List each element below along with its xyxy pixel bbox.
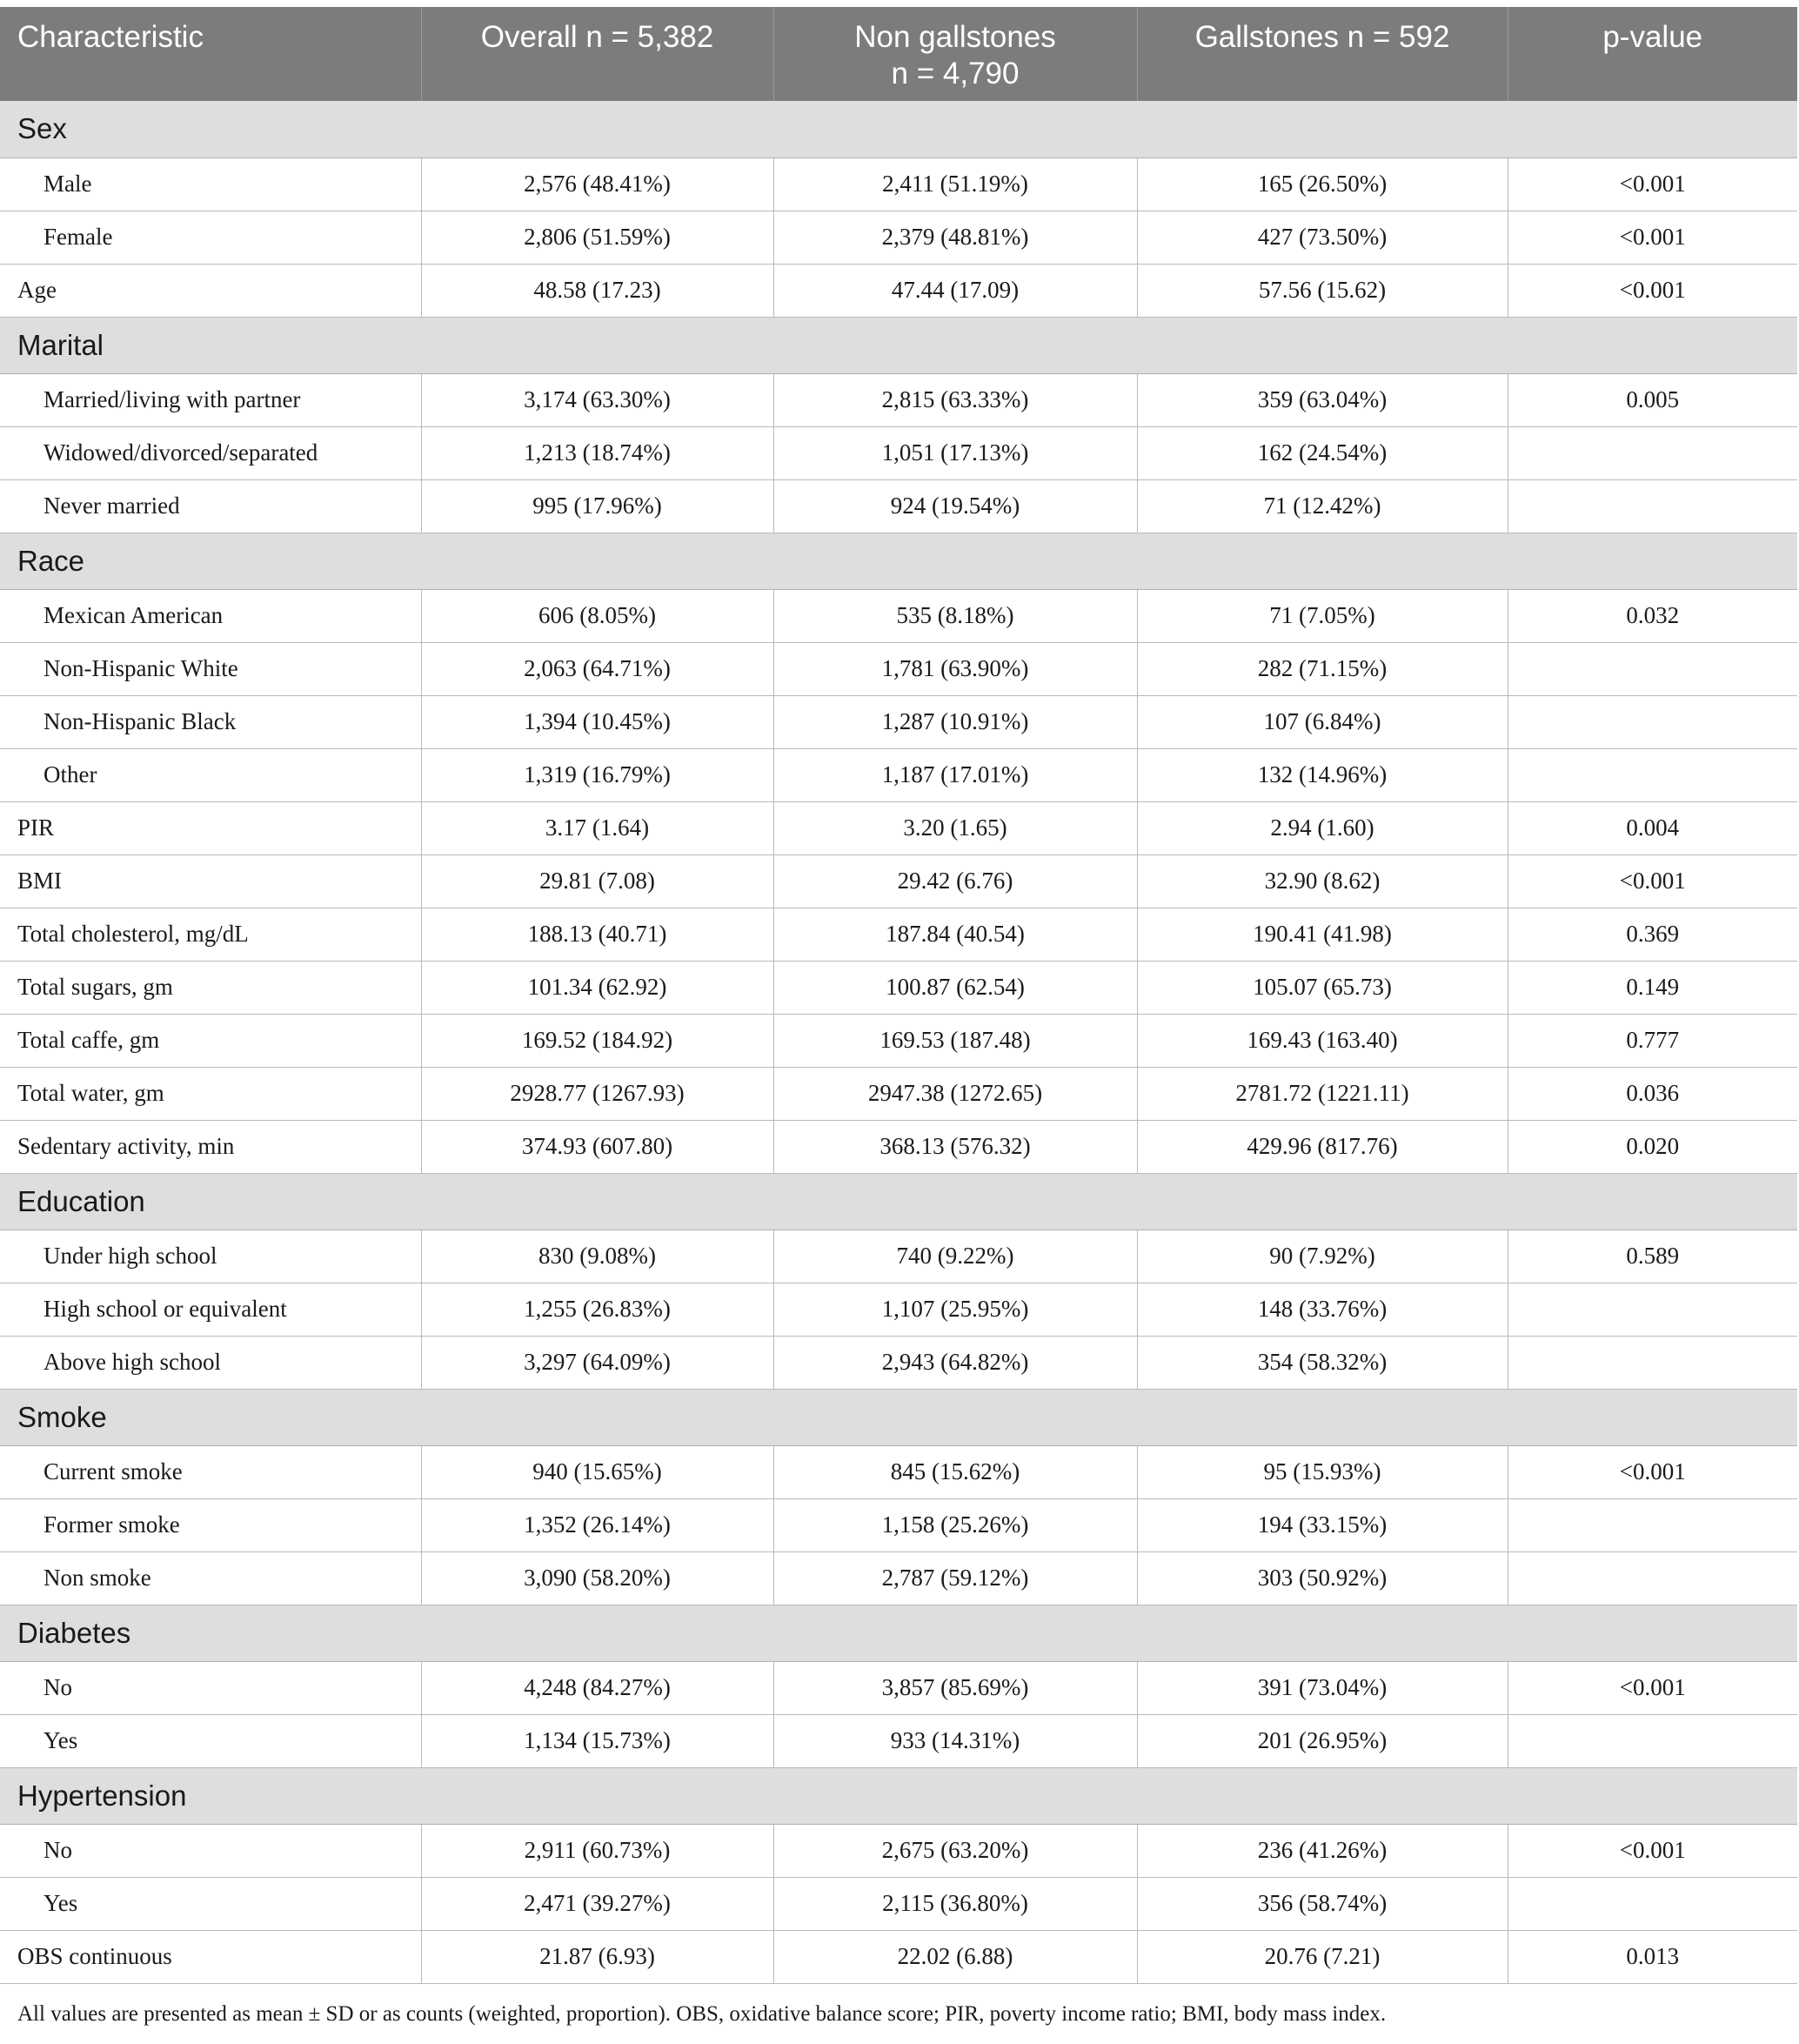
gallstones-cell: 165 (26.50%) xyxy=(1137,157,1508,211)
characteristic-label: BMI xyxy=(0,854,421,908)
non-gallstones-cell: 535 (8.18%) xyxy=(773,589,1137,642)
characteristic-label: PIR xyxy=(0,801,421,854)
overall-cell: 21.87 (6.93) xyxy=(421,1930,773,1983)
p-value-cell xyxy=(1508,1551,1797,1605)
gallstones-cell: 359 (63.04%) xyxy=(1137,373,1508,426)
gallstones-cell: 2.94 (1.60) xyxy=(1137,801,1508,854)
non-gallstones-cell: 187.84 (40.54) xyxy=(773,908,1137,961)
header-non-gallstones xyxy=(773,7,1137,101)
p-value-cell: 0.369 xyxy=(1508,908,1797,961)
characteristic-label: Total sugars, gm xyxy=(0,961,421,1014)
section-label: Marital xyxy=(0,317,1797,373)
non-gallstones-cell: 3.20 (1.65) xyxy=(773,801,1137,854)
p-value-cell xyxy=(1508,1714,1797,1767)
characteristic-label: Widowed/divorced/separated xyxy=(0,426,421,479)
p-value-cell: 0.005 xyxy=(1508,373,1797,426)
p-value-cell: <0.001 xyxy=(1508,211,1797,264)
overall-cell: 101.34 (62.92) xyxy=(421,961,773,1014)
overall-cell: 3.17 (1.64) xyxy=(421,801,773,854)
characteristic-label: OBS continuous xyxy=(0,1930,421,1983)
header-overall xyxy=(421,7,773,101)
section-label: Diabetes xyxy=(0,1605,1797,1661)
overall-cell: 940 (15.65%) xyxy=(421,1445,773,1498)
header-text-line: Characteristic xyxy=(17,20,204,54)
table-row xyxy=(0,1120,1797,1173)
characteristic-label: Non smoke xyxy=(0,1551,421,1605)
table-row xyxy=(0,801,1797,854)
p-value-cell: <0.001 xyxy=(1508,854,1797,908)
section-row xyxy=(0,317,1797,373)
header-gallstones xyxy=(1137,7,1508,101)
gallstones-cell: 32.90 (8.62) xyxy=(1137,854,1508,908)
p-value-cell: 0.004 xyxy=(1508,801,1797,854)
characteristic-label: Never married xyxy=(0,479,421,533)
non-gallstones-cell: 845 (15.62%) xyxy=(773,1445,1137,1498)
gallstones-cell: 107 (6.84%) xyxy=(1137,695,1508,748)
gallstones-cell: 429.96 (817.76) xyxy=(1137,1120,1508,1173)
p-value-cell: 0.013 xyxy=(1508,1930,1797,1983)
non-gallstones-cell: 47.44 (17.09) xyxy=(773,264,1137,317)
characteristic-label: No xyxy=(0,1824,421,1877)
non-gallstones-cell: 740 (9.22%) xyxy=(773,1230,1137,1283)
gallstones-cell: 354 (58.32%) xyxy=(1137,1336,1508,1389)
header-characteristic xyxy=(0,7,421,101)
table-row xyxy=(0,1067,1797,1120)
non-gallstones-cell: 2,379 (48.81%) xyxy=(773,211,1137,264)
non-gallstones-cell: 933 (14.31%) xyxy=(773,1714,1137,1767)
non-gallstones-cell: 100.87 (62.54) xyxy=(773,961,1137,1014)
overall-cell: 1,255 (26.83%) xyxy=(421,1283,773,1336)
header-p-value xyxy=(1508,7,1797,101)
header-text-line: Gallstones n = 592 xyxy=(1194,20,1450,54)
characteristic-label: Married/living with partner xyxy=(0,373,421,426)
characteristic-label: Yes xyxy=(0,1714,421,1767)
gallstones-cell: 90 (7.92%) xyxy=(1137,1230,1508,1283)
gallstones-cell: 2781.72 (1221.11) xyxy=(1137,1067,1508,1120)
section-row xyxy=(0,101,1797,157)
section-label: Hypertension xyxy=(0,1767,1797,1824)
overall-cell: 169.52 (184.92) xyxy=(421,1014,773,1067)
p-value-cell: 0.149 xyxy=(1508,961,1797,1014)
p-value-cell: <0.001 xyxy=(1508,1661,1797,1714)
p-value-cell xyxy=(1508,1336,1797,1389)
overall-cell: 3,174 (63.30%) xyxy=(421,373,773,426)
characteristic-label: Female xyxy=(0,211,421,264)
table-row xyxy=(0,961,1797,1014)
overall-cell: 2,063 (64.71%) xyxy=(421,642,773,695)
gallstones-cell: 356 (58.74%) xyxy=(1137,1877,1508,1930)
characteristic-label: Yes xyxy=(0,1877,421,1930)
characteristic-label: Age xyxy=(0,264,421,317)
characteristic-label: Other xyxy=(0,748,421,801)
table-row xyxy=(0,1551,1797,1605)
non-gallstones-cell: 2,411 (51.19%) xyxy=(773,157,1137,211)
section-label: Education xyxy=(0,1173,1797,1230)
overall-cell: 1,352 (26.14%) xyxy=(421,1498,773,1551)
gallstones-cell: 71 (12.42%) xyxy=(1137,479,1508,533)
non-gallstones-cell: 22.02 (6.88) xyxy=(773,1930,1137,1983)
gallstones-cell: 57.56 (15.62) xyxy=(1137,264,1508,317)
section-row xyxy=(0,1173,1797,1230)
overall-cell: 1,213 (18.74%) xyxy=(421,426,773,479)
non-gallstones-cell: 2,943 (64.82%) xyxy=(773,1336,1137,1389)
table-row xyxy=(0,1283,1797,1336)
table-row xyxy=(0,1498,1797,1551)
p-value-cell xyxy=(1508,1877,1797,1930)
gallstones-cell: 282 (71.15%) xyxy=(1137,642,1508,695)
section-row xyxy=(0,1767,1797,1824)
p-value-cell xyxy=(1508,479,1797,533)
characteristic-label: Above high school xyxy=(0,1336,421,1389)
table-row xyxy=(0,1014,1797,1067)
table-row xyxy=(0,695,1797,748)
overall-cell: 995 (17.96%) xyxy=(421,479,773,533)
section-label: Sex xyxy=(0,101,1797,157)
header-text-line: p-value xyxy=(1602,20,1703,54)
table-row xyxy=(0,479,1797,533)
characteristic-label: Under high school xyxy=(0,1230,421,1283)
overall-cell: 2,471 (39.27%) xyxy=(421,1877,773,1930)
header-text-line: Non gallstones xyxy=(854,20,1056,54)
characteristic-label: Non-Hispanic White xyxy=(0,642,421,695)
gallstones-cell: 201 (26.95%) xyxy=(1137,1714,1508,1767)
gallstones-cell: 148 (33.76%) xyxy=(1137,1283,1508,1336)
non-gallstones-cell: 924 (19.54%) xyxy=(773,479,1137,533)
p-value-cell: <0.001 xyxy=(1508,1824,1797,1877)
header-text-line: n = 4,790 xyxy=(891,57,1020,90)
non-gallstones-cell: 2,675 (63.20%) xyxy=(773,1824,1137,1877)
characteristic-label: High school or equivalent xyxy=(0,1283,421,1336)
overall-cell: 4,248 (84.27%) xyxy=(421,1661,773,1714)
gallstones-cell: 194 (33.15%) xyxy=(1137,1498,1508,1551)
overall-cell: 29.81 (7.08) xyxy=(421,854,773,908)
overall-cell: 1,319 (16.79%) xyxy=(421,748,773,801)
p-value-cell: 0.777 xyxy=(1508,1014,1797,1067)
characteristic-label: Mexican American xyxy=(0,589,421,642)
non-gallstones-cell: 1,158 (25.26%) xyxy=(773,1498,1137,1551)
p-value-cell: 0.036 xyxy=(1508,1067,1797,1120)
gallstones-cell: 95 (15.93%) xyxy=(1137,1445,1508,1498)
gallstones-cell: 427 (73.50%) xyxy=(1137,211,1508,264)
non-gallstones-cell: 1,107 (25.95%) xyxy=(773,1283,1137,1336)
table-row xyxy=(0,642,1797,695)
non-gallstones-cell: 29.42 (6.76) xyxy=(773,854,1137,908)
non-gallstones-cell: 368.13 (576.32) xyxy=(773,1120,1137,1173)
gallstones-cell: 71 (7.05%) xyxy=(1137,589,1508,642)
p-value-cell xyxy=(1508,642,1797,695)
section-label: Race xyxy=(0,533,1797,589)
overall-cell: 48.58 (17.23) xyxy=(421,264,773,317)
table-row xyxy=(0,1930,1797,1983)
characteristic-label: No xyxy=(0,1661,421,1714)
overall-cell: 188.13 (40.71) xyxy=(421,908,773,961)
table-row xyxy=(0,1445,1797,1498)
table-row xyxy=(0,1230,1797,1283)
non-gallstones-cell: 2,787 (59.12%) xyxy=(773,1551,1137,1605)
overall-cell: 1,134 (15.73%) xyxy=(421,1714,773,1767)
overall-cell: 2,576 (48.41%) xyxy=(421,157,773,211)
overall-cell: 2,806 (51.59%) xyxy=(421,211,773,264)
p-value-cell: 0.589 xyxy=(1508,1230,1797,1283)
non-gallstones-cell: 1,287 (10.91%) xyxy=(773,695,1137,748)
table-row xyxy=(0,264,1797,317)
gallstones-cell: 236 (41.26%) xyxy=(1137,1824,1508,1877)
table-body xyxy=(0,101,1797,1983)
non-gallstones-cell: 1,187 (17.01%) xyxy=(773,748,1137,801)
table-row xyxy=(0,854,1797,908)
gallstones-cell: 105.07 (65.73) xyxy=(1137,961,1508,1014)
table-row xyxy=(0,589,1797,642)
table-row xyxy=(0,157,1797,211)
table-row xyxy=(0,1714,1797,1767)
gallstones-cell: 391 (73.04%) xyxy=(1137,1661,1508,1714)
table-row xyxy=(0,748,1797,801)
characteristic-label: Total water, gm xyxy=(0,1067,421,1120)
overall-cell: 2928.77 (1267.93) xyxy=(421,1067,773,1120)
non-gallstones-cell: 169.53 (187.48) xyxy=(773,1014,1137,1067)
overall-cell: 2,911 (60.73%) xyxy=(421,1824,773,1877)
p-value-cell xyxy=(1508,426,1797,479)
overall-cell: 1,394 (10.45%) xyxy=(421,695,773,748)
overall-cell: 3,090 (58.20%) xyxy=(421,1551,773,1605)
gallstones-cell: 132 (14.96%) xyxy=(1137,748,1508,801)
table-row xyxy=(0,1661,1797,1714)
p-value-cell: 0.020 xyxy=(1508,1120,1797,1173)
non-gallstones-cell: 3,857 (85.69%) xyxy=(773,1661,1137,1714)
table-row xyxy=(0,1824,1797,1877)
non-gallstones-cell: 1,051 (17.13%) xyxy=(773,426,1137,479)
non-gallstones-cell: 2947.38 (1272.65) xyxy=(773,1067,1137,1120)
characteristic-label: Current smoke xyxy=(0,1445,421,1498)
p-value-cell: <0.001 xyxy=(1508,157,1797,211)
overall-cell: 3,297 (64.09%) xyxy=(421,1336,773,1389)
header-text-line: Overall n = 5,382 xyxy=(480,20,714,54)
gallstones-cell: 303 (50.92%) xyxy=(1137,1551,1508,1605)
table-row xyxy=(0,426,1797,479)
p-value-cell xyxy=(1508,1283,1797,1336)
characteristic-label: Non-Hispanic Black xyxy=(0,695,421,748)
section-row xyxy=(0,533,1797,589)
table-header-row xyxy=(0,7,1797,101)
table-row xyxy=(0,1336,1797,1389)
p-value-cell: 0.032 xyxy=(1508,589,1797,642)
table-row xyxy=(0,373,1797,426)
characteristic-label: Total cholesterol, mg/dL xyxy=(0,908,421,961)
section-label: Smoke xyxy=(0,1389,1797,1445)
overall-cell: 830 (9.08%) xyxy=(421,1230,773,1283)
section-row xyxy=(0,1389,1797,1445)
characteristic-label: Total caffe, gm xyxy=(0,1014,421,1067)
gallstones-cell: 169.43 (163.40) xyxy=(1137,1014,1508,1067)
overall-cell: 606 (8.05%) xyxy=(421,589,773,642)
p-value-cell: <0.001 xyxy=(1508,1445,1797,1498)
characteristic-label: Male xyxy=(0,157,421,211)
non-gallstones-cell: 2,115 (36.80%) xyxy=(773,1877,1137,1930)
characteristic-label: Former smoke xyxy=(0,1498,421,1551)
non-gallstones-cell: 1,781 (63.90%) xyxy=(773,642,1137,695)
baseline-characteristics-table xyxy=(0,7,1797,1984)
p-value-cell: <0.001 xyxy=(1508,264,1797,317)
gallstones-cell: 190.41 (41.98) xyxy=(1137,908,1508,961)
p-value-cell xyxy=(1508,748,1797,801)
characteristic-label: Sedentary activity, min xyxy=(0,1120,421,1173)
non-gallstones-cell: 2,815 (63.33%) xyxy=(773,373,1137,426)
table-row xyxy=(0,211,1797,264)
p-value-cell xyxy=(1508,1498,1797,1551)
table-row xyxy=(0,1877,1797,1930)
table-row xyxy=(0,908,1797,961)
gallstones-cell: 162 (24.54%) xyxy=(1137,426,1508,479)
p-value-cell xyxy=(1508,695,1797,748)
table-footnote: All values are presented as mean ± SD or as counts (weighted, proportion). OBS, oxidative balance score; PIR, poverty income ratio; BMI, body mass index. xyxy=(17,2002,1387,2026)
section-row xyxy=(0,1605,1797,1661)
overall-cell: 374.93 (607.80) xyxy=(421,1120,773,1173)
gallstones-cell: 20.76 (7.21) xyxy=(1137,1930,1508,1983)
